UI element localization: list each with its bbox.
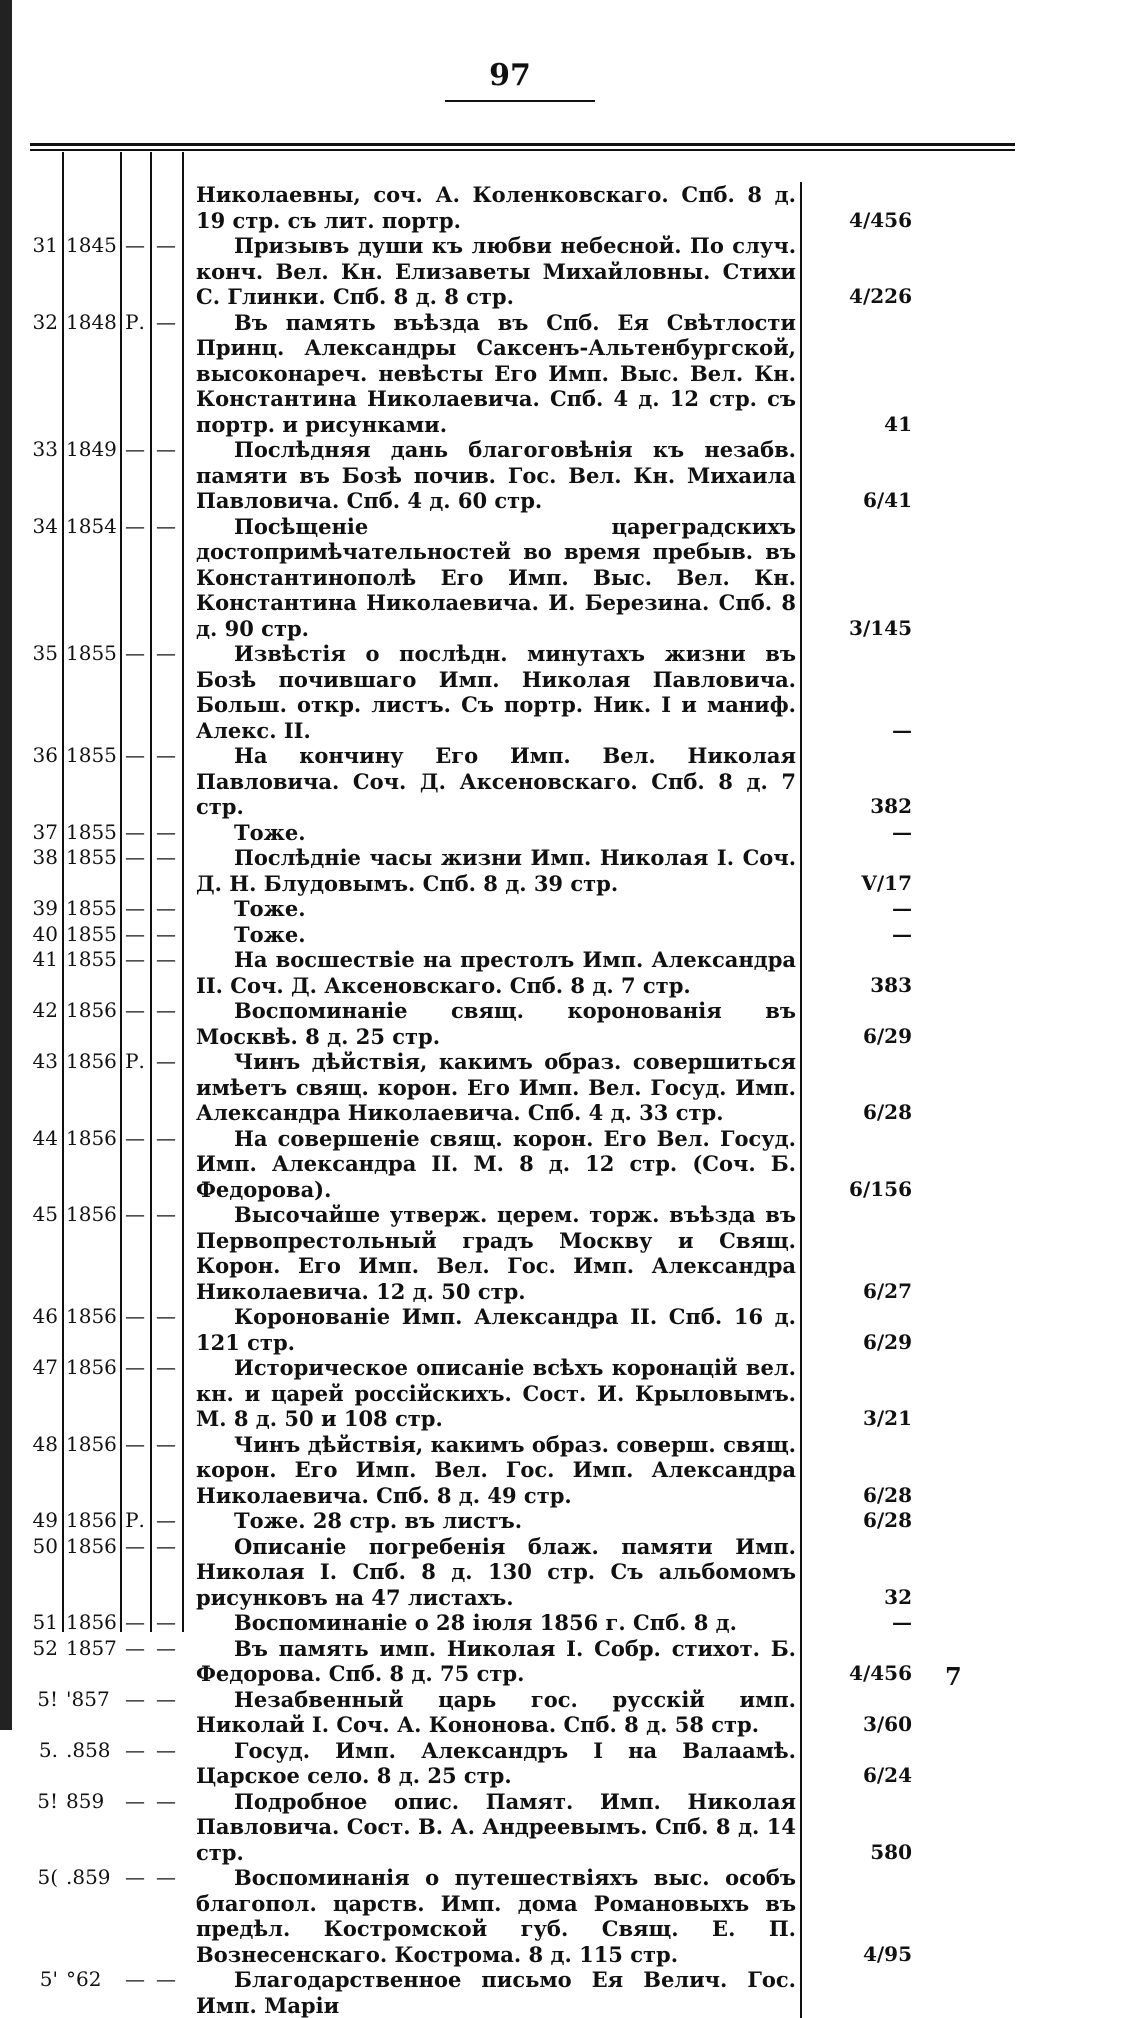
entry-number: 51 [32,1610,58,1634]
entry-mark: — [125,1967,145,1991]
catalog-entry [0,310,1140,438]
entry-number: 35 [32,641,58,665]
entry-mark-secondary: — [156,896,176,920]
entry-number: 50 [32,1533,58,1558]
catalog-entry [0,1789,1140,1866]
catalog-entry [0,1508,1140,1534]
entry-year: 1854 [66,513,117,538]
entry-number: 42 [32,998,58,1022]
entry-year: 1857 [66,1635,117,1660]
catalog-entry [0,1049,1140,1126]
entry-year: 1855 [66,845,117,869]
entry-mark-secondary: — [156,743,176,767]
header-rule-bottom [30,149,1015,151]
entry-mark: — [125,819,145,844]
entry-description: Послѣдніе часы жизни Имп. Николая I. Соч. Д. Н. Блудовымъ. Спб. 8 д. 39 стр. [182,845,802,896]
entry-mark-secondary: — [156,1431,176,1456]
entry-year: 1856 [66,1533,117,1558]
entry-mark-secondary: — [156,921,176,946]
entry-number: 5. [38,1737,58,1762]
catalog-entries [0,182,1140,2018]
catalog-entry [0,743,1140,820]
entry-mark: — [125,998,145,1022]
entry-description: Тоже. 28 стр. въ листъ. [182,1508,802,1534]
entry-number: 37 [32,819,58,844]
entry-mark: — [125,1788,145,1813]
entry-mark: — [125,233,145,257]
catalog-entry [0,922,1140,948]
entry-reference: 6/29 [862,1023,912,1048]
entry-reference: — [892,896,912,920]
entry-reference: 580 [870,1839,912,1864]
entry-description: Въ память имп. Николая I. Собр. стихот. Б. Федорова. Спб. 8 д. 75 стр. [182,1636,802,1687]
entry-number: 5' [39,1967,58,1991]
entry-description: Незабвенный царь гос. русскій имп. Николай I. Соч. А. Кононова. Спб. 8 д. 58 стр. [182,1687,802,1738]
entry-number: 44 [32,1125,58,1150]
entry-description: Николаевны, соч. А. Коленковскаго. Спб. 8 д. 19 стр. съ лит. портр. [182,182,802,233]
entry-year: 1855 [66,896,117,920]
entry-mark-secondary: — [156,1610,176,1634]
catalog-entry [0,1610,1140,1636]
entry-year: 1855 [66,819,117,844]
entry-mark-secondary: — [156,1788,176,1813]
entry-number: 34 [32,513,58,538]
catalog-entry [0,1126,1140,1203]
catalog-entry [0,1432,1140,1509]
entry-description: Подробное опис. Памят. Имп. Николая Павловича. Сост. В. А. Андреевымъ. Спб. 8 д. 14 стр. [182,1789,802,1866]
entry-mark: — [125,896,145,920]
catalog-entry [0,1738,1140,1789]
entry-mark: — [125,1686,145,1711]
entry-reference: — [892,717,912,742]
entry-mark-secondary: — [156,1049,176,1073]
entry-year: 1848 [66,309,117,334]
entry-description: Воспоминаніе свящ. коронованія въ Москвѣ. 8 д. 25 стр. [182,998,802,1049]
entry-description: Воспоминанія о путешествіяхъ выс. особъ благопол. царств. Имп. дома Романовыхъ въ предѣл. Костромской губ. Свящ. Е. П. Вознесенскаго. Кострома. 8 д. 115 стр. [182,1865,802,1967]
entry-year: 1856 [66,1125,117,1150]
entry-reference: 4/456 [849,1661,912,1685]
entry-mark-secondary: — [156,819,176,844]
entry-reference: 4/226 [849,284,912,308]
entry-mark-secondary: — [156,1202,176,1226]
entry-mark-secondary: — [156,1686,176,1711]
entry-number: 45 [32,1202,58,1226]
entry-mark: — [125,1635,145,1660]
entry-description: Чинъ дѣйствія, какимъ образ. соверш. свящ. корон. Его Имп. Вел. Гос. Имп. Александра Николаевича. Спб. 8 д. 49 стр. [182,1432,802,1509]
entry-year: 1856 [66,1508,117,1532]
entry-reference: 6/28 [862,1100,912,1124]
entry-reference: 6/41 [862,488,912,512]
entry-mark-secondary: — [156,1533,176,1558]
catalog-entry [0,998,1140,1049]
entry-mark-secondary: — [156,233,176,257]
header-rule-top [30,143,1015,146]
entry-year: 1855 [66,921,117,946]
catalog-entry [0,1636,1140,1687]
entry-number: 38 [32,845,58,869]
entry-reference: 6/28 [862,1482,912,1507]
entry-mark-secondary: — [156,845,176,869]
entry-reference: 4/95 [862,1941,912,1966]
entry-mark-secondary: — [156,1125,176,1150]
entry-year: 1856 [66,1304,117,1328]
entry-mark: — [125,513,145,538]
entry-year: 1845 [66,233,117,257]
entry-description: Описаніе погребенія блаж. памяти Имп. Николая I. Спб. 8 д. 130 стр. Съ альбомомъ рисунковъ на 47 листахъ. [182,1534,802,1611]
catalog-entry [0,1355,1140,1432]
entry-description: Высочайше утверж. церем. торж. въѣзда въ Первопрестольный градъ Москву и Свящ. Корон. Его Имп. Вел. Гос. Имп. Александра Николаевича. 12 д. 50 стр. [182,1202,802,1304]
catalog-entry [0,437,1140,514]
page-number-rule [445,100,595,102]
entry-year: 1856 [66,1610,117,1634]
entry-mark: — [125,1737,145,1762]
entry-mark: — [125,1125,145,1150]
entry-description: Чинъ дѣйствія, какимъ образ. совершиться имѣетъ свящ. корон. Его Имп. Вел. Госуд. Имп. Александра Николаевича. Спб. 4 д. 33 стр. [182,1049,802,1126]
entry-reference: 3/21 [862,1406,912,1430]
page-number: 97 [489,58,531,93]
entry-mark: — [125,641,145,665]
entry-mark: — [125,437,145,461]
entry-mark-secondary: — [156,1865,176,1889]
entry-year: 1856 [66,998,117,1022]
catalog-entry [0,947,1140,998]
entry-mark: — [125,921,145,946]
entry-description: Призывъ души къ любви небесной. По случ. конч. Вел. Кн. Елизаветы Михайловны. Стихи С. Глинки. Спб. 8 д. 8 стр. [182,233,802,310]
entry-year: 1856 [66,1355,117,1379]
entry-year: '857 [66,1686,110,1711]
entry-description: Благодарственное письмо Ея Велич. Гос. Имп. Маріи [182,1967,802,2018]
entry-number: 49 [32,1508,58,1532]
entry-mark: — [125,845,145,869]
entry-mark: — [125,1431,145,1456]
catalog-entry [0,641,1140,743]
catalog-entry [0,820,1140,846]
entry-mark-secondary: — [156,1355,176,1379]
entry-mark: — [125,1355,145,1379]
entry-description: Коронованіе Имп. Александра II. Спб. 16 д. 121 стр. [182,1304,802,1355]
entry-number: 40 [32,921,58,946]
entry-description: Въ память въѣзда въ Спб. Ея Свѣтлости Принц. Александры Саксенъ-Альтенбургской, высоконареч. невѣсты Его Имп. Выс. Вел. Кн. Константина Николаевича. Спб. 4 д. 12 стр. съ портр. и рисунками. [182,310,802,438]
entry-mark: — [125,947,145,971]
entry-number: 36 [32,743,58,767]
entry-mark-secondary: — [156,641,176,665]
catalog-entry [0,896,1140,922]
entry-reference: 3/145 [849,615,912,640]
catalog-entry [0,1967,1140,2018]
entry-number: 32 [32,309,58,334]
entry-reference: 6/29 [862,1329,912,1354]
entry-year: .859 [66,1865,111,1889]
entry-mark-secondary: — [156,998,176,1022]
entry-reference: V/17 [861,870,912,895]
entry-mark-secondary: — [156,1508,176,1532]
entry-reference: 6/156 [849,1176,912,1201]
entry-number: 31 [32,233,58,257]
entry-reference: 3/60 [862,1712,912,1736]
entry-reference: 6/27 [862,1278,912,1303]
entry-mark-secondary: — [156,309,176,334]
catalog-entry [0,1304,1140,1355]
catalog-entry [0,514,1140,642]
entry-number: 33 [32,437,58,461]
entry-number: 43 [32,1049,58,1073]
entry-reference: 41 [884,411,912,436]
entry-year: 1855 [66,947,117,971]
entry-mark-secondary: — [156,1304,176,1328]
entry-reference: 383 [870,972,912,997]
entry-mark: — [125,743,145,767]
catalog-entry [0,1534,1140,1611]
entry-number: 41 [32,947,58,971]
entry-mark: Р. [125,1508,145,1532]
entry-number: 48 [32,1431,58,1456]
entry-reference: — [892,1610,912,1634]
catalog-entry [0,1202,1140,1304]
entry-reference: — [892,921,912,946]
entry-year: 859 [66,1788,105,1813]
entry-mark-secondary: — [156,1737,176,1762]
entry-mark: Р. [125,309,145,334]
entry-description: Посѣщеніе цареградскихъ достопримѣчательностей во время пребыв. въ Константинополѣ Его Имп. Выс. Вел. Кн. Константина Николаевича. И. Березина. Спб. 8 д. 90 стр. [182,514,802,642]
entry-reference: — [892,819,912,844]
entry-mark-secondary: — [156,1967,176,1991]
entry-description: Историческое описаніе всѣхъ коронацій вел. кн. и царей россійскихъ. Сост. И. Крыловымъ. М. 8 д. 50 и 108 стр. [182,1355,802,1432]
entry-year: °62 [66,1967,102,1991]
entry-number: 5! [37,1686,58,1711]
entry-description: Госуд. Имп. Александръ I на Валаамѣ. Царское село. 8 д. 25 стр. [182,1738,802,1789]
entry-description: Тоже. [182,820,802,846]
entry-reference: 4/456 [849,207,912,232]
entry-number: 46 [32,1304,58,1328]
entry-year: 1855 [66,743,117,767]
catalog-entry [0,233,1140,310]
entry-mark-secondary: — [156,947,176,971]
entry-description: На кончину Его Имп. Вел. Николая Павловича. Соч. Д. Аксеновскаго. Спб. 8 д. 7 стр. [182,743,802,820]
entry-reference: 6/28 [862,1508,912,1532]
entry-mark: — [125,1610,145,1634]
entry-mark: — [125,1202,145,1226]
entry-mark: — [125,1865,145,1889]
entry-description: На совершеніе свящ. корон. Его Вел. Госуд. Имп. Александра II. М. 8 д. 12 стр. (Соч. Б. Федорова). [182,1126,802,1203]
entry-description: Извѣстія о послѣдн. минутахъ жизни въ Бозѣ почившаго Имп. Николая Павловича. Больш. откр. листъ. Съ портр. Ник. I и маниф. Алекс. II. [182,641,802,743]
entry-mark: — [125,1304,145,1328]
entry-description: Послѣдняя дань благоговѣнія къ незабв. памяти въ Бозѣ почив. Гос. Вел. Кн. Михаила Павловича. Спб. 4 д. 60 стр. [182,437,802,514]
entry-year: 1856 [66,1049,117,1073]
entry-year: .858 [66,1737,111,1762]
entry-mark: Р. [125,1049,145,1073]
footer-signature-mark: 7 [945,1662,962,1691]
entry-year: 1855 [66,641,117,665]
entry-year: 1856 [66,1431,117,1456]
entry-reference: 32 [884,1584,912,1609]
entry-year: 1856 [66,1202,117,1226]
entry-year: 1849 [66,437,117,461]
catalog-entry [0,1865,1140,1967]
entry-reference: 382 [870,794,912,818]
entry-number: 39 [32,896,58,920]
catalog-entry [0,182,1140,233]
entry-description: Тоже. [182,922,802,948]
entry-description: На восшествіе на престолъ Имп. Александра II. Соч. Д. Аксеновскаго. Спб. 8 д. 7 стр. [182,947,802,998]
catalog-entry [0,845,1140,896]
entry-description: Тоже. [182,896,802,922]
entry-mark-secondary: — [156,437,176,461]
entry-reference: 6/24 [862,1763,912,1787]
entry-number: 52 [32,1635,58,1660]
entry-mark-secondary: — [156,1635,176,1660]
entry-number: 5( [37,1865,58,1889]
entry-number: 5! [37,1788,58,1813]
entry-mark-secondary: — [156,513,176,538]
entry-number: 47 [32,1355,58,1379]
entry-mark: — [125,1533,145,1558]
entry-description: Воспоминаніе о 28 іюля 1856 г. Спб. 8 д. [182,1610,802,1636]
